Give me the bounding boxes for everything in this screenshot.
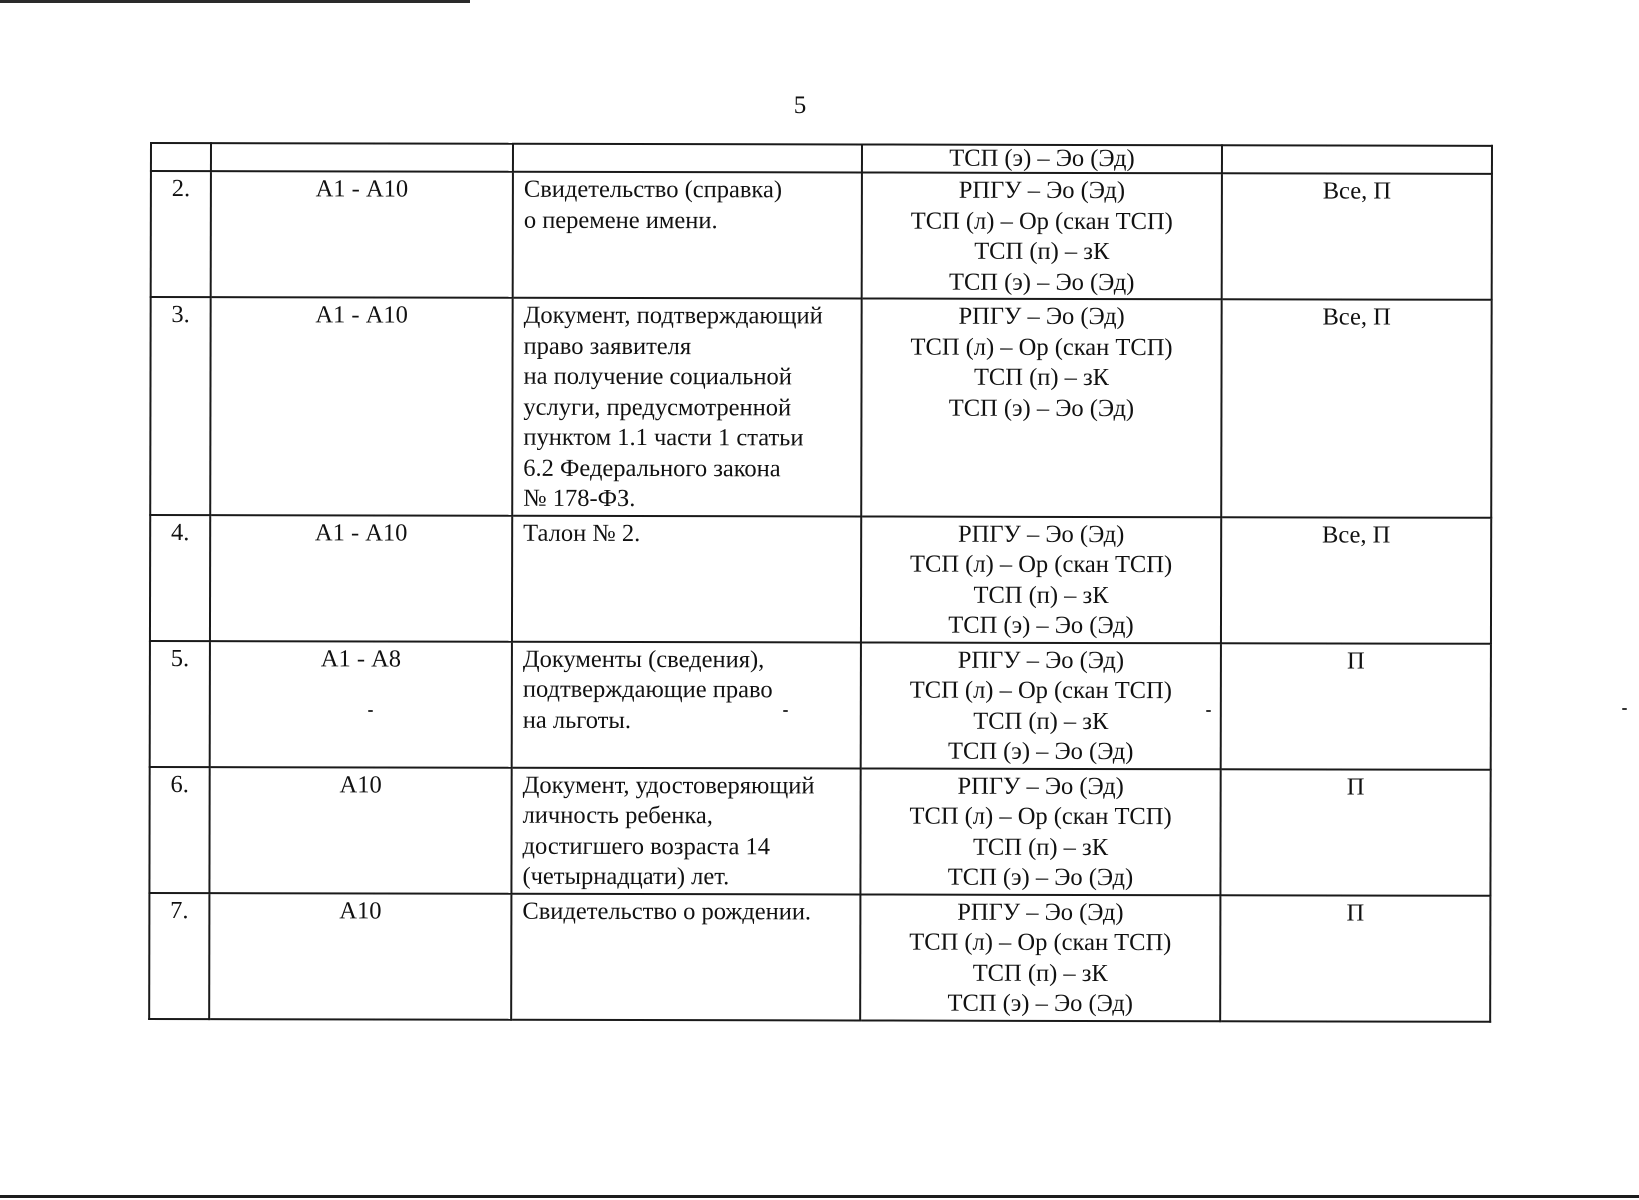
submission-method-cell: РПГУ – Эо (Эд) ТСП (л) – Ор (скан ТСП) ТСП (п) – зК ТСП (э) – Эо (Эд)	[861, 642, 1221, 769]
submission-method-cell: РПГУ – Эо (Эд) ТСП (л) – Ор (скан ТСП) ТСП (п) – зК ТСП (э) – Эо (Эд)	[861, 516, 1221, 643]
scan-speck	[783, 710, 788, 712]
submission-method-cell: РПГУ – Эо (Эд) ТСП (л) – Ор (скан ТСП) ТСП (п) – зК ТСП (э) – Эо (Эд)	[861, 298, 1221, 516]
table-row	[150, 641, 1491, 770]
row-number-cell: 5.	[150, 641, 210, 767]
categories-cell: А1 - А8	[210, 641, 512, 768]
applicants-cell: П	[1220, 895, 1490, 1022]
document-cell: Документы (сведения), подтверждающие право на льготы.	[512, 641, 861, 768]
submission-method-cell: РПГУ – Эо (Эд) ТСП (л) – Ор (скан ТСП) ТСП (п) – зК ТСП (э) – Эо (Эд)	[862, 172, 1222, 299]
document-cell	[513, 144, 862, 173]
document-cell: Документ, подтверждающий право заявителя на получение социальной услуги, предусмотренной пунктом 1.1 части 1 статьи 6.2 Федерального закона № 178-ФЗ.	[512, 298, 861, 516]
applicants-cell: Все, П	[1222, 173, 1492, 300]
row-number-cell	[151, 143, 211, 171]
categories-cell	[211, 143, 513, 172]
categories-cell: А10	[209, 767, 511, 894]
applicants-cell: П	[1221, 643, 1491, 770]
scan-speck	[368, 710, 373, 712]
scan-speck	[1206, 710, 1211, 712]
page-number: 5	[793, 92, 807, 119]
document-cell: Свидетельство о рождении.	[511, 893, 860, 1020]
row-number-cell: 3.	[150, 297, 210, 515]
submission-method-cell: ТСП (э) – Эо (Эд)	[862, 144, 1222, 173]
submission-method-cell: РПГУ – Эо (Эд) ТСП (л) – Ор (скан ТСП) ТСП (п) – зК ТСП (э) – Эо (Эд)	[860, 768, 1220, 895]
row-number-cell: 6.	[149, 767, 209, 893]
table-row	[151, 171, 1492, 300]
categories-cell: А1 - А10	[211, 171, 513, 298]
documents-table	[148, 142, 1493, 1022]
categories-cell: А10	[209, 893, 511, 1020]
categories-cell: А1 - А10	[210, 297, 512, 515]
table-row	[149, 893, 1490, 1022]
scan-edge-bottom	[0, 1195, 1639, 1198]
categories-cell: А1 - А10	[210, 515, 512, 642]
table-row	[149, 767, 1490, 896]
row-number-cell: 2.	[151, 171, 211, 297]
scan-speck	[1622, 708, 1627, 710]
applicants-cell: Все, П	[1221, 299, 1491, 517]
document-cell: Талон № 2.	[512, 515, 861, 642]
submission-method-cell: РПГУ – Эо (Эд) ТСП (л) – Ор (скан ТСП) ТСП (п) – зК ТСП (э) – Эо (Эд)	[860, 894, 1220, 1021]
table-row	[150, 515, 1491, 644]
table-row	[151, 143, 1492, 174]
applicants-cell: Все, П	[1221, 517, 1491, 644]
document-cell: Свидетельство (справка) о перемене имени.	[513, 172, 862, 299]
applicants-cell	[1222, 145, 1492, 174]
row-number-cell: 4.	[150, 515, 210, 641]
document-cell: Документ, удостоверяющий личность ребенка, достигшего возраста 14 (четырнадцати) лет.	[511, 767, 860, 894]
table-row	[150, 297, 1491, 517]
scan-edge-top	[0, 0, 470, 3]
applicants-cell: П	[1220, 769, 1490, 896]
row-number-cell: 7.	[149, 893, 209, 1019]
